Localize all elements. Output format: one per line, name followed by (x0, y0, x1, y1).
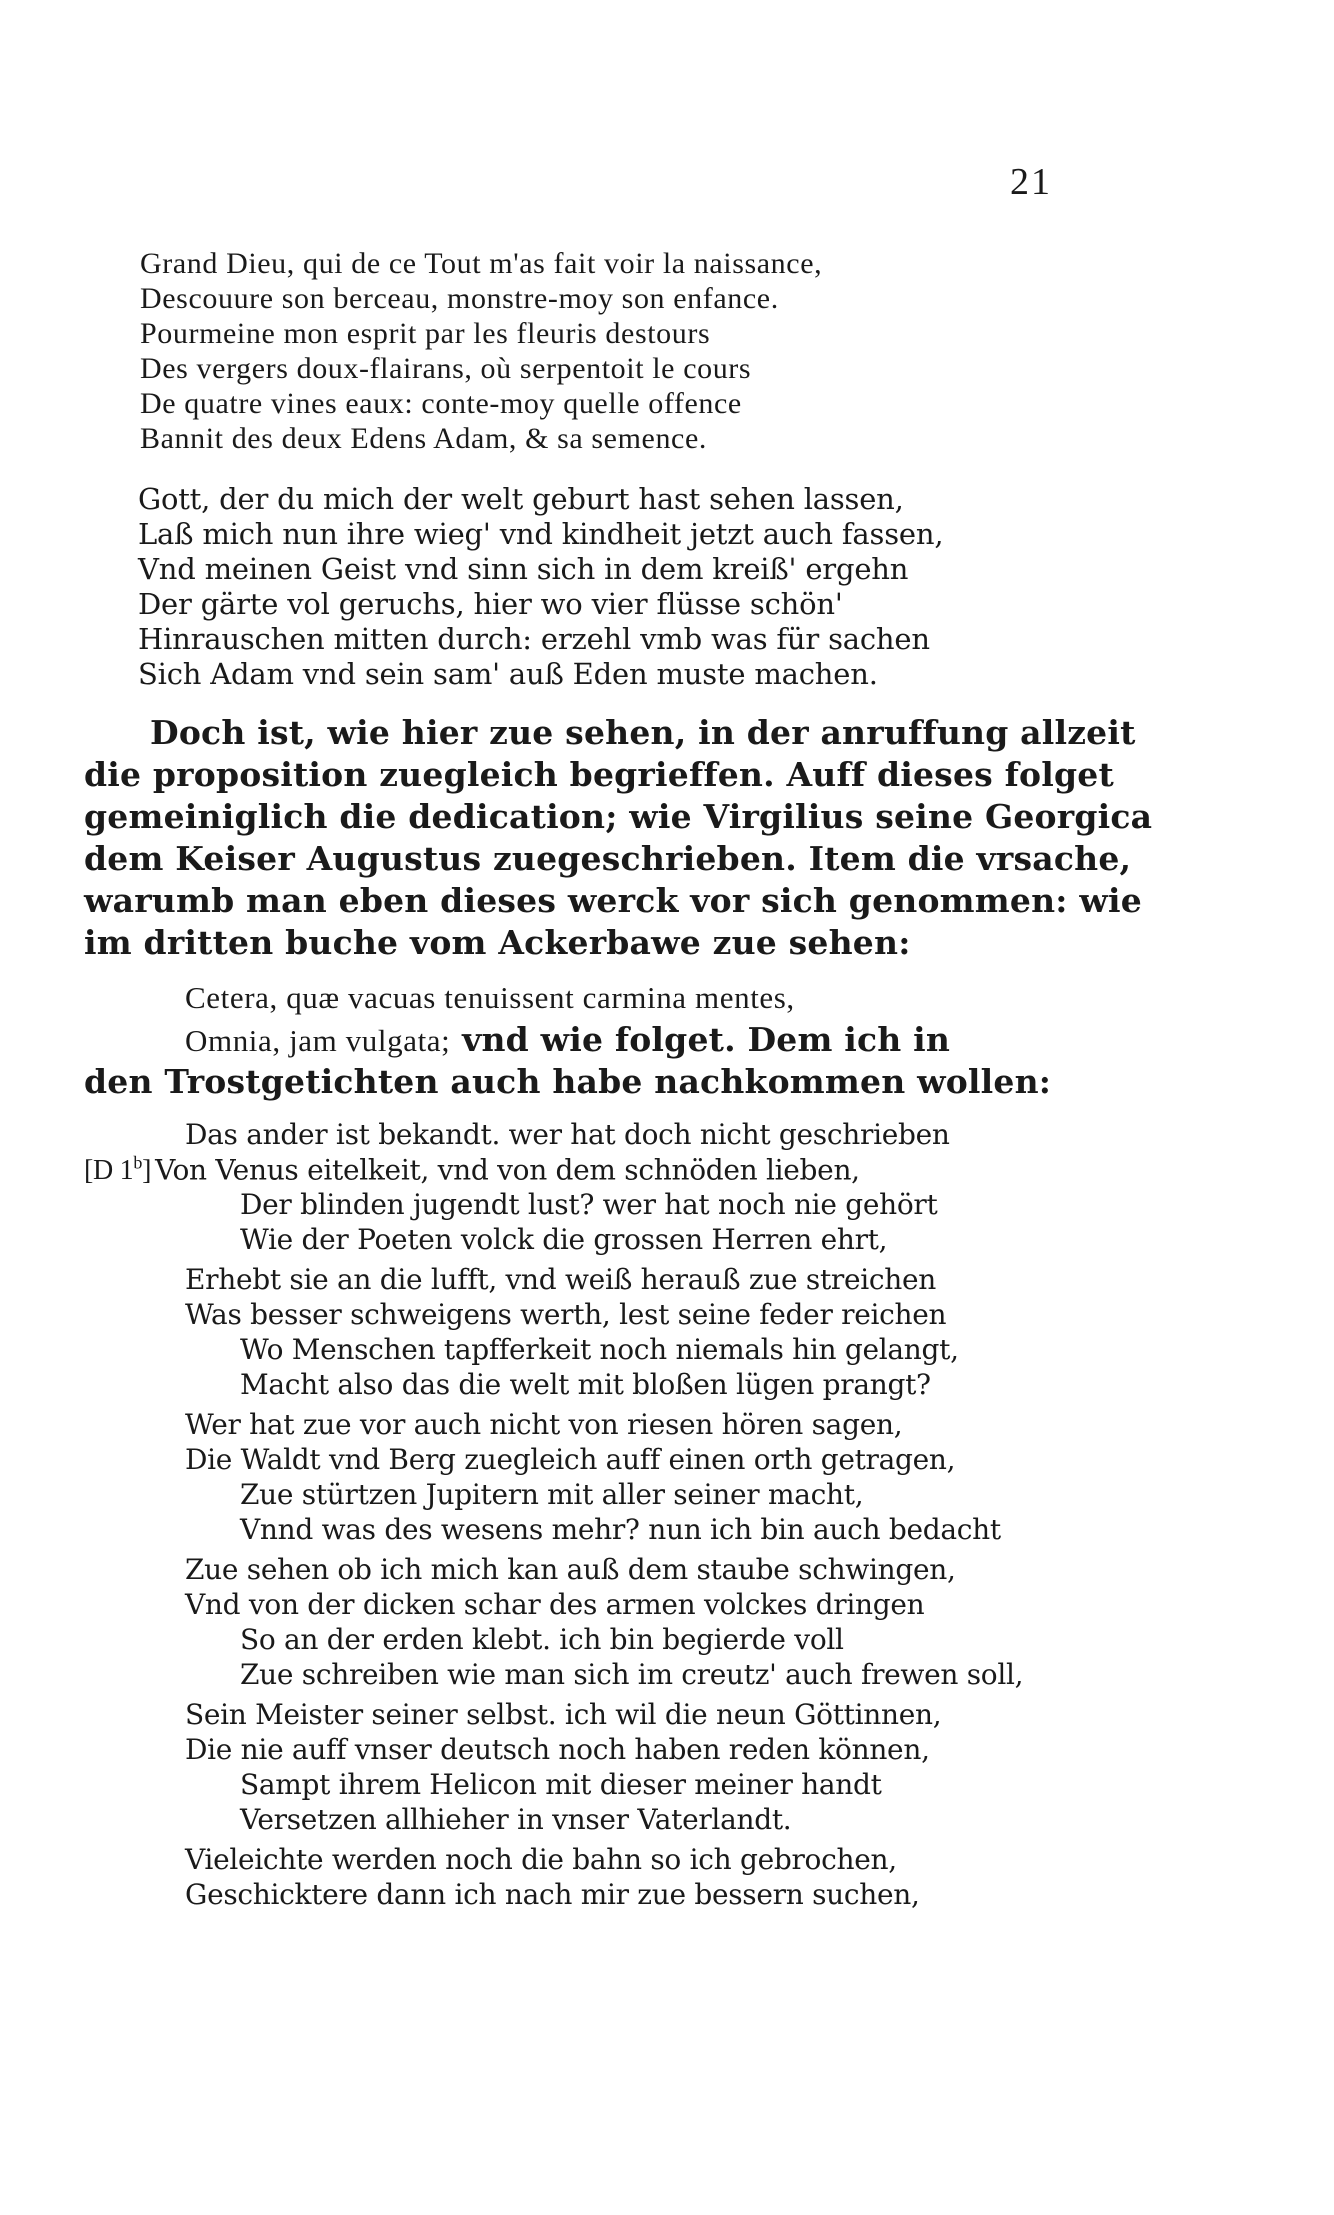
poem-line-text: Von Venus eitelkeit, vnd von dem schnöden lieben, (155, 1153, 860, 1187)
poem-line: Was besser schweigens werth, lest seine feder reichen (185, 1298, 947, 1331)
latin-line: Cetera, quæ vacuas tenuissent carmina mentes, (185, 980, 795, 1015)
poem-line: Die nie auff vnser deutsch noch haben reden können, (185, 1733, 930, 1766)
poem-line: Erhebt sie an die lufft, vnd weiß herauß zue streichen (185, 1263, 937, 1296)
poem-line: Zue stürtzen Jupitern mit aller seiner macht, (240, 1478, 864, 1511)
german-verse-line: Gott, der du mich der welt geburt hast sehen lassen, (138, 482, 904, 516)
continuation-text: vnd wie folget. Dem ich in (450, 1020, 951, 1059)
prose-line: warumb man eben dieses werck vor sich genommen: wie (84, 881, 1142, 920)
poem-line: Zue sehen ob ich mich kan auß dem staube schwingen, (185, 1553, 956, 1586)
poem-line: Vnd von der dicken schar des armen volckes dringen (185, 1588, 925, 1621)
page-number: 21 (1010, 161, 1052, 203)
german-verse-line: Laß mich nun ihre wieg' vnd kindheit jetzt auch fassen, (138, 517, 944, 551)
latin-line-with-continuation (185, 1020, 950, 1059)
poem-line: Die Waldt vnd Berg zuegleich auff einen orth getragen, (185, 1443, 956, 1476)
french-verse-line: Bannit des deux Edens Adam, & sa semence. (140, 422, 707, 455)
german-verse-line: Hinrauschen mitten durch: erzehl vmb was für sachen (138, 622, 930, 656)
poem-line: Vieleichte werden noch die bahn so ich gebrochen, (185, 1843, 897, 1876)
prose-line: gemeiniglich die dedication; wie Virgilius seine Georgica (84, 797, 1153, 836)
poem-line: Sampt ihrem Helicon mit dieser meiner handt (240, 1768, 882, 1801)
prose-line: die proposition zuegleich begrieffen. Auff dieses folget (84, 755, 1114, 794)
french-verse-line: Descouure son berceau, monstre-moy son enfance. (140, 282, 779, 315)
french-verse-line: Des vergers doux-flairans, où serpentoit le cours (140, 352, 752, 385)
poem-line: Sein Meister seiner selbst. ich wil die neun Göttinnen, (185, 1698, 942, 1731)
poem-line: Wie der Poeten volck die grossen Herren ehrt, (240, 1223, 888, 1256)
latin-text: Omnia, jam vulgata; (185, 1023, 451, 1058)
french-verse-line: De quatre vines eaux: conte-moy quelle offence (140, 387, 742, 420)
poem-line: Geschicktere dann ich nach mir zue bessern suchen, (185, 1878, 920, 1911)
prose-line: Doch ist, wie hier zue sehen, in der anruffung allzeit (150, 713, 1136, 752)
poem-line: Vnnd was des wesens mehr? nun ich bin auch bedacht (240, 1513, 1001, 1546)
poem-line: So an der erden klebt. ich bin begierde voll (240, 1623, 844, 1656)
poem-line-with-marginal (84, 1153, 860, 1187)
poem-line: Wer hat zue vor auch nicht von riesen hören sagen, (185, 1408, 903, 1441)
poem-line: Der blinden jugendt lust? wer hat noch nie gehört (240, 1188, 938, 1221)
german-verse-line: Vnd meinen Geist vnd sinn sich in dem kreiß' ergehn (138, 552, 909, 586)
prose-line: dem Keiser Augustus zuegeschrieben. Item die vrsache, (84, 839, 1132, 878)
poem-line: Das ander ist bekandt. wer hat doch nicht geschrieben (185, 1118, 950, 1151)
continuation-line: den Trostgetichten auch habe nachkommen wollen: (84, 1062, 1052, 1101)
poem-line: Zue schreiben wie man sich im creutz' auch frewen soll, (240, 1658, 1024, 1691)
marginal-signature: [D 1$^b$] (84, 1153, 152, 1187)
french-verse-line: Pourmeine mon esprit par les fleuris destours (140, 317, 711, 350)
poem-line: Wo Menschen tapfferkeit noch niemals hin gelangt, (240, 1333, 959, 1366)
french-verse-line: Grand Dieu, qui de ce Tout m'as fait voir la naissance, (140, 247, 823, 280)
german-verse-line: Sich Adam vnd sein sam' auß Eden muste machen. (138, 657, 878, 691)
german-verse-line: Der gärte vol geruchs, hier wo vier flüsse schön' (138, 587, 843, 621)
prose-line: im dritten buche vom Ackerbawe zue sehen: (84, 923, 911, 962)
poem-line: Macht also das die welt mit bloßen lügen prangt? (240, 1368, 931, 1401)
poem-line: Versetzen allhieher in vnser Vaterlandt. (240, 1803, 792, 1836)
